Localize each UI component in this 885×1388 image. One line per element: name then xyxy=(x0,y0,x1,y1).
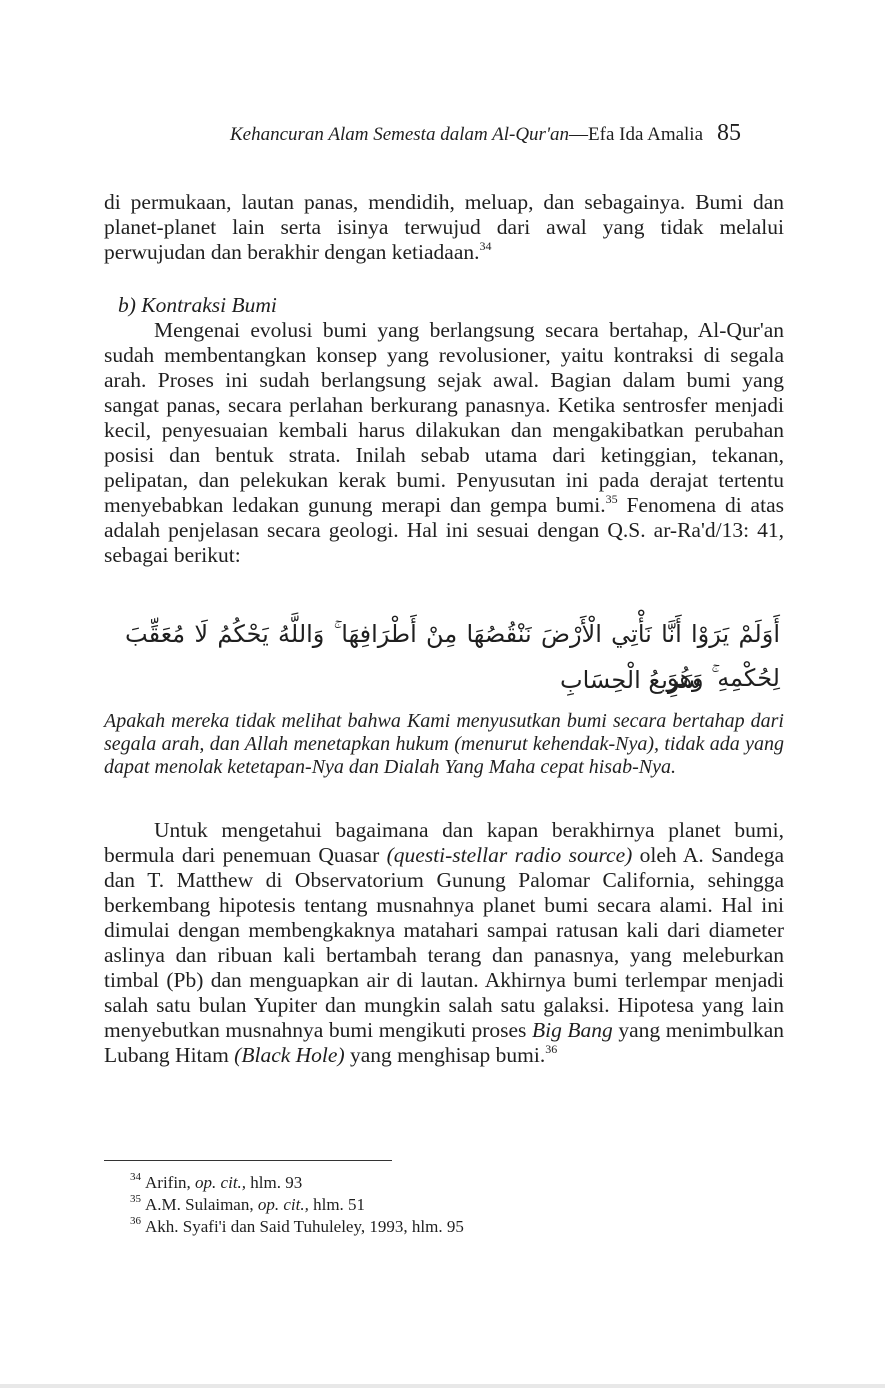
footnote-35: $^{35}$ A.M. Sulaiman, op. cit., hlm. 51 xyxy=(130,1193,366,1214)
big-bang-term: Big Bang xyxy=(531,1018,613,1042)
paragraph-1-text: di permukaan, lautan panas, mendidih, meluap, dan sebagainya. Bumi dan planet-planet lain serta isinya terwujud dari awal yang tidak melalui perwujudan dan berakhir dengan ketiadaan. xyxy=(104,190,784,264)
paragraph-2-text-a: Mengenai evolusi bumi yang berlangsung secara bertahap, Al-Qur'an sudah membentangkan konsep yang revolusioner, yaitu kontraksi di segala arah. Proses ini sudah berlangsung sejak awal. Bagian dalam bumi yang sangat panas, secara perlahan berkurang panasnya. Ketika sentrosfer menjadi kecil, penyesuaian kembali harus dilakukan dan mengakibatkan perubahan posisi dan bentuk strata. Inilah sebab utama dari ketinggian, tekanan, pelipatan, dan pelekukan kerak bumi. Penyusutan ini pada derajat tertentu menyebabkan ledakan gunung merapi dan gempa bumi. xyxy=(104,318,784,517)
paragraph-1 xyxy=(104,190,784,265)
header-dash: — xyxy=(569,124,589,145)
scan-edge xyxy=(0,1384,885,1388)
footnote-ref-34[interactable]: 34 xyxy=(479,238,492,253)
footnote-34: $^{34}$ Arifin, op. cit., hlm. 93 xyxy=(130,1171,303,1192)
paragraph-3 xyxy=(104,818,784,1068)
running-header xyxy=(230,120,790,147)
section-heading: b) Kontraksi Bumi xyxy=(118,293,277,317)
paragraph-2 xyxy=(104,318,784,568)
black-hole-term: (Black Hole) xyxy=(234,1043,345,1067)
footnote-36: $^{36}$ Akh. Syafi'i dan Said Tuhuleley, 1993, hlm. 95 xyxy=(130,1215,464,1236)
paragraph-3-text-1: Untuk mengetahui bagaimana dan kapan berakhirnya planet bumi, bermula dari penemuan Quasar xyxy=(104,818,784,867)
page-number: 85 xyxy=(717,120,742,146)
quran-verse-line-2: سَرِيعُ الْحِسَابِ xyxy=(560,666,702,694)
header-title: Kehancuran Alam Semesta dalam Al-Qur'an xyxy=(230,124,570,145)
footnotes xyxy=(130,1172,464,1238)
quran-verse-line-1: أَوَلَمْ يَرَوْا أَنَّا نَأْتِي الْأَرْضَ نَنْقُصُهَا مِنْ أَطْرَافِهَا ۚ وَاللَّهُ يَحْكُمُ لَا مُعَقِّبَ لِحُكْمِهِ ۚ وَهُوَ xyxy=(125,620,780,692)
paragraph-3-text-4: yang menghisap bumi. xyxy=(344,1043,546,1067)
footnote-ref-36[interactable]: 36 xyxy=(545,1041,558,1056)
verse-translation: Apakah mereka tidak melihat bahwa Kami menyusutkan bumi secara bertahap dari segala arah, dan Allah menetapkan hukum (menurut kehendak-Nya), tidak ada yang dapat menolak ketetapan-Nya dan Dialah Yang Maha cepat hisab-Nya. xyxy=(104,710,784,778)
paragraph-3-text-2: oleh A. Sandega dan T. Matthew di Observatorium Gunung Palomar California, sehingga berkembang hipotesis tentang musnahnya planet bumi secara alami. Hal ini dimulai dengan membengkaknya matahari sampai ratusan kali dari diameter aslinya dan ribuan kali bertambah terang dan panasnya, yang meleburkan timbal (Pb) dan menguapkan air di lautan. Akhirnya bumi terlempar menjadi salah satu bulan Yupiter dan mungkin salah satu galaksi. Hipotesa yang lain menyebutkan musnahnya bumi mengikuti proses xyxy=(104,843,784,1042)
footnote-ref-35[interactable]: 35 xyxy=(605,491,618,506)
footnote-divider xyxy=(104,1160,392,1161)
paragraph-3-text-3: yang menimbulkan Lubang Hitam xyxy=(104,1018,784,1067)
paragraph-2-text-b: Fenomena di atas adalah penjelasan secara geologi. Hal ini sesuai dengan Q.S. ar-Ra'd/13: 41, sebagai berikut: xyxy=(104,493,784,567)
quasar-term: (questi-stellar radio source) xyxy=(386,843,633,867)
header-author: Efa Ida Amalia xyxy=(588,124,704,145)
